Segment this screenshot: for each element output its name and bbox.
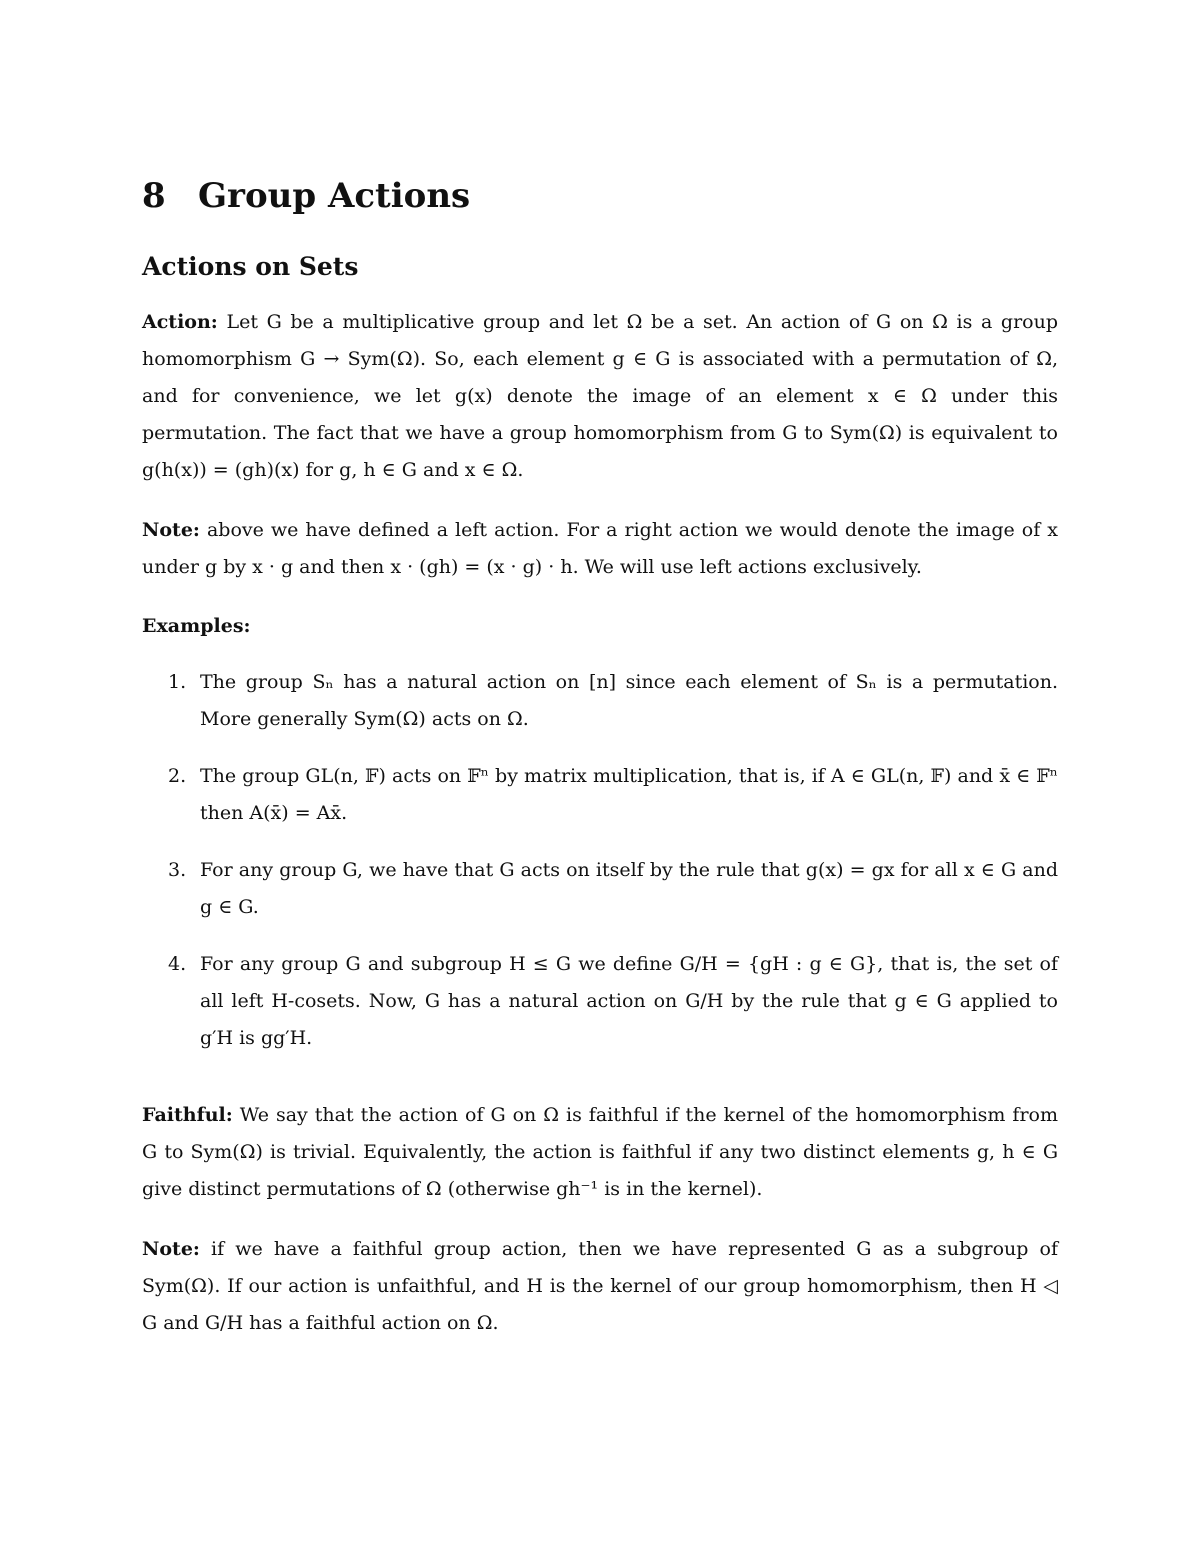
note-label: Note: (142, 519, 200, 541)
note-left-action (142, 512, 1058, 586)
list-item: 3. For any group G, we have that G acts on itself by the rule that g(x) = gx for all x ∈ G and g ∈ G. (168, 859, 1058, 918)
note-faithful (142, 1231, 1058, 1342)
list-item: 1. The group Sₙ has a natural action on [n] since each element of Sₙ is a permutation. More generally Sym(Ω) acts on Ω. (168, 671, 1058, 730)
note-text: above we have defined a left action. For a right action we would denote the image of x under g by x · g and then x · (gh) = (x · g) · h. We will use left actions exclusively. (142, 519, 1058, 578)
faithful-definition (142, 1097, 1058, 1208)
list-item: 2. The group GL(n, 𝔽) acts on 𝔽ⁿ by matrix multiplication, that is, if A ∈ GL(n, 𝔽) and x̄ ∈ 𝔽ⁿ then A(x̄) = Ax̄. (168, 765, 1058, 824)
examples-heading: Examples: (142, 615, 251, 637)
subsection-heading: Actions on Sets (142, 252, 359, 281)
section-number: 8 (142, 176, 166, 216)
note-text: if we have a faithful group action, then we have represented G as a subgroup of Sym(Ω). If our action is unfaithful, and H is the kernel of our group homomorphism, then H ◁ G and G/H has a faithful action on Ω. (142, 1238, 1058, 1334)
section-heading (142, 176, 470, 216)
examples-list (142, 664, 1058, 1077)
section-title: Group Actions (198, 176, 471, 216)
faithful-text: We say that the action of G on Ω is faithful if the kernel of the homomorphism from G to Sym(Ω) is trivial. Equivalently, the action is faithful if any two distinct elements g, h ∈ G give distinct permutations of Ω (otherwise gh⁻¹ is in the kernel). (142, 1104, 1058, 1200)
faithful-label: Faithful: (142, 1104, 233, 1126)
note-label: Note: (142, 1238, 200, 1260)
action-definition (142, 304, 1058, 489)
list-item: 4. For any group G and subgroup H ≤ G we define G/H = {gH : g ∈ G}, that is, the set of all left H-cosets. Now, G has a natural action on G/H by the rule that g ∈ G applied to g′H is gg′H. (168, 953, 1058, 1049)
action-label: Action: (142, 311, 218, 333)
action-text: Let G be a multiplicative group and let Ω be a set. An action of G on Ω is a group homomorphism G → Sym(Ω). So, each element g ∈ G is associated with a permutation of Ω, and for convenience, we let g(x) denote the image of an element x ∈ Ω under this permutation. The fact that we have a group homomorphism from G to Sym(Ω) is equivalent to g(h(x)) = (gh)(x) for g, h ∈ G and x ∈ Ω. (142, 311, 1058, 481)
